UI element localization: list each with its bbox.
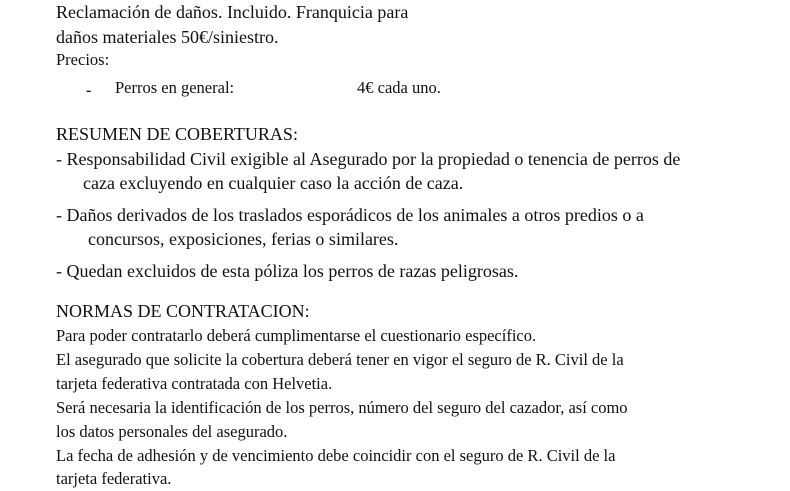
precios-item-label: Perros en general: [115, 78, 235, 97]
resumen-item-3-line-1: - Quedan excluidos de esta póliza los perros de razas peligrosas. [56, 261, 519, 281]
normas-line-1: Para poder contratarlo deberá cumplimentarse el cuestionario específico. [56, 326, 537, 345]
resumen-item-1-line-2: caza excluyendo en cualquier caso la acción de caza. [83, 173, 464, 193]
normas-line-2: El asegurado que solicite la cobertura deberá tener en vigor el seguro de R. Civil de la [56, 350, 624, 369]
resumen-heading: RESUMEN DE COBERTURAS: [56, 124, 298, 144]
resumen-item-2-line-2: concursos, exposiciones, ferias o similares. [88, 229, 399, 249]
precios-item-value: 4€ cada uno. [357, 78, 441, 97]
precios-heading: Precios: [56, 50, 110, 69]
normas-line-4: Será necesaria la identificación de los perros, número del seguro del cazador, así como [56, 398, 628, 417]
normas-line-7: tarjeta federativa. [56, 469, 172, 488]
precios-bullet: - [86, 82, 92, 99]
resumen-item-1-line-1: - Responsabilidad Civil exigible al Asegurado por la propiedad o tenencia de perros de [56, 149, 681, 169]
normas-line-3: tarjeta federativa contratada con Helvetia. [56, 374, 333, 393]
normas-heading: NORMAS DE CONTRATACION: [56, 301, 310, 321]
intro-line-1: Reclamación de daños. Incluido. Franquicia para [56, 2, 409, 22]
normas-line-6: La fecha de adhesión y de vencimiento debe coincidir con el seguro de R. Civil de la [56, 446, 616, 465]
intro-line-2: daños materiales 50€/siniestro. [56, 27, 279, 47]
normas-line-5: los datos personales del asegurado. [56, 422, 288, 441]
resumen-item-2-line-1: - Daños derivados de los traslados esporádicos de los animales a otros predios o a [56, 205, 644, 225]
